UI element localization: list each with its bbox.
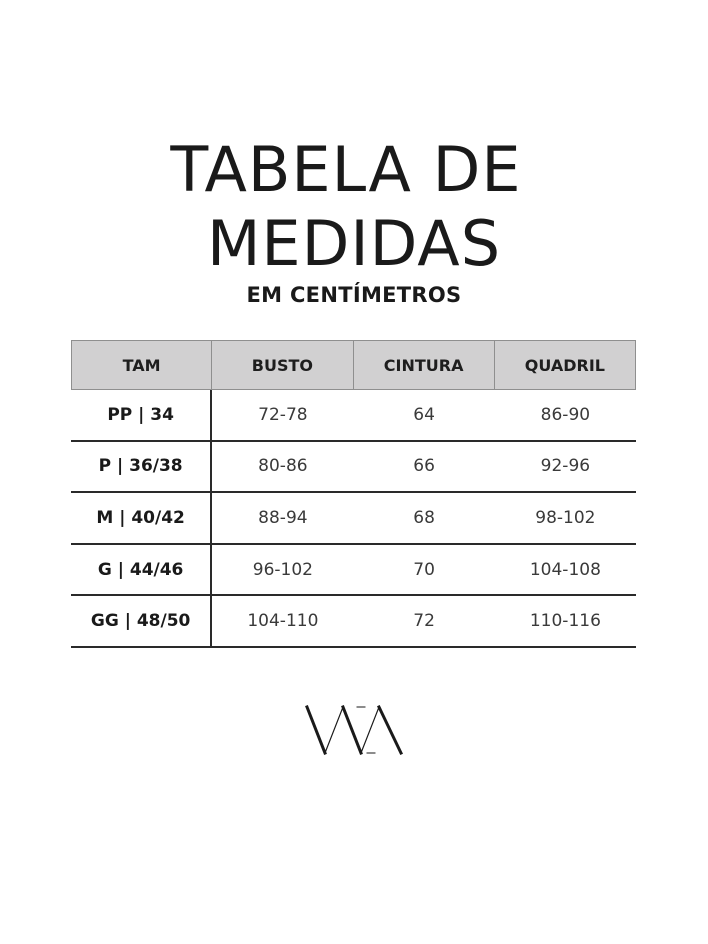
quadril-cell: 92-96	[540, 456, 591, 477]
quadril-cell: 110-116	[529, 611, 601, 632]
busto-cell: 72-78	[258, 404, 308, 425]
header-quadril: QUADRIL	[495, 340, 636, 390]
page-subtitle: EM CENTÍMETROS	[246, 283, 462, 307]
busto-cell: 104-110	[247, 611, 319, 632]
page-title-line-1: TABELA DE	[170, 133, 522, 206]
header-busto: BUSTO	[212, 340, 353, 390]
table-row	[71, 442, 636, 494]
cintura-cell: 64	[413, 404, 435, 425]
table-row	[71, 493, 636, 545]
busto-cell: 96-102	[252, 559, 313, 580]
quadril-cell: 86-90	[540, 404, 591, 425]
size-table	[71, 340, 636, 648]
cintura-cell: 70	[413, 559, 435, 580]
quadril-cell: 98-102	[535, 507, 596, 528]
quadril-cell: 104-108	[529, 559, 601, 580]
size-cell: G | 44/46	[71, 545, 212, 595]
size-cell: PP | 34	[71, 390, 212, 440]
busto-cell: 80-86	[258, 456, 308, 477]
cintura-cell: 68	[413, 507, 435, 528]
header-cintura: CINTURA	[354, 340, 495, 390]
header-tam: TAM	[71, 340, 212, 390]
page-title-line-2: MEDIDAS	[206, 207, 502, 280]
table-row	[71, 545, 636, 597]
size-cell: GG | 48/50	[71, 596, 212, 646]
table-row	[71, 596, 636, 648]
size-cell: P | 36/38	[71, 442, 212, 492]
cintura-cell: 72	[413, 611, 435, 632]
busto-cell: 88-94	[258, 507, 308, 528]
table-header-row	[71, 340, 636, 390]
cintura-cell: 66	[413, 456, 435, 477]
brand-logo	[305, 705, 403, 755]
size-cell: M | 40/42	[71, 493, 212, 543]
table-row	[71, 390, 636, 442]
